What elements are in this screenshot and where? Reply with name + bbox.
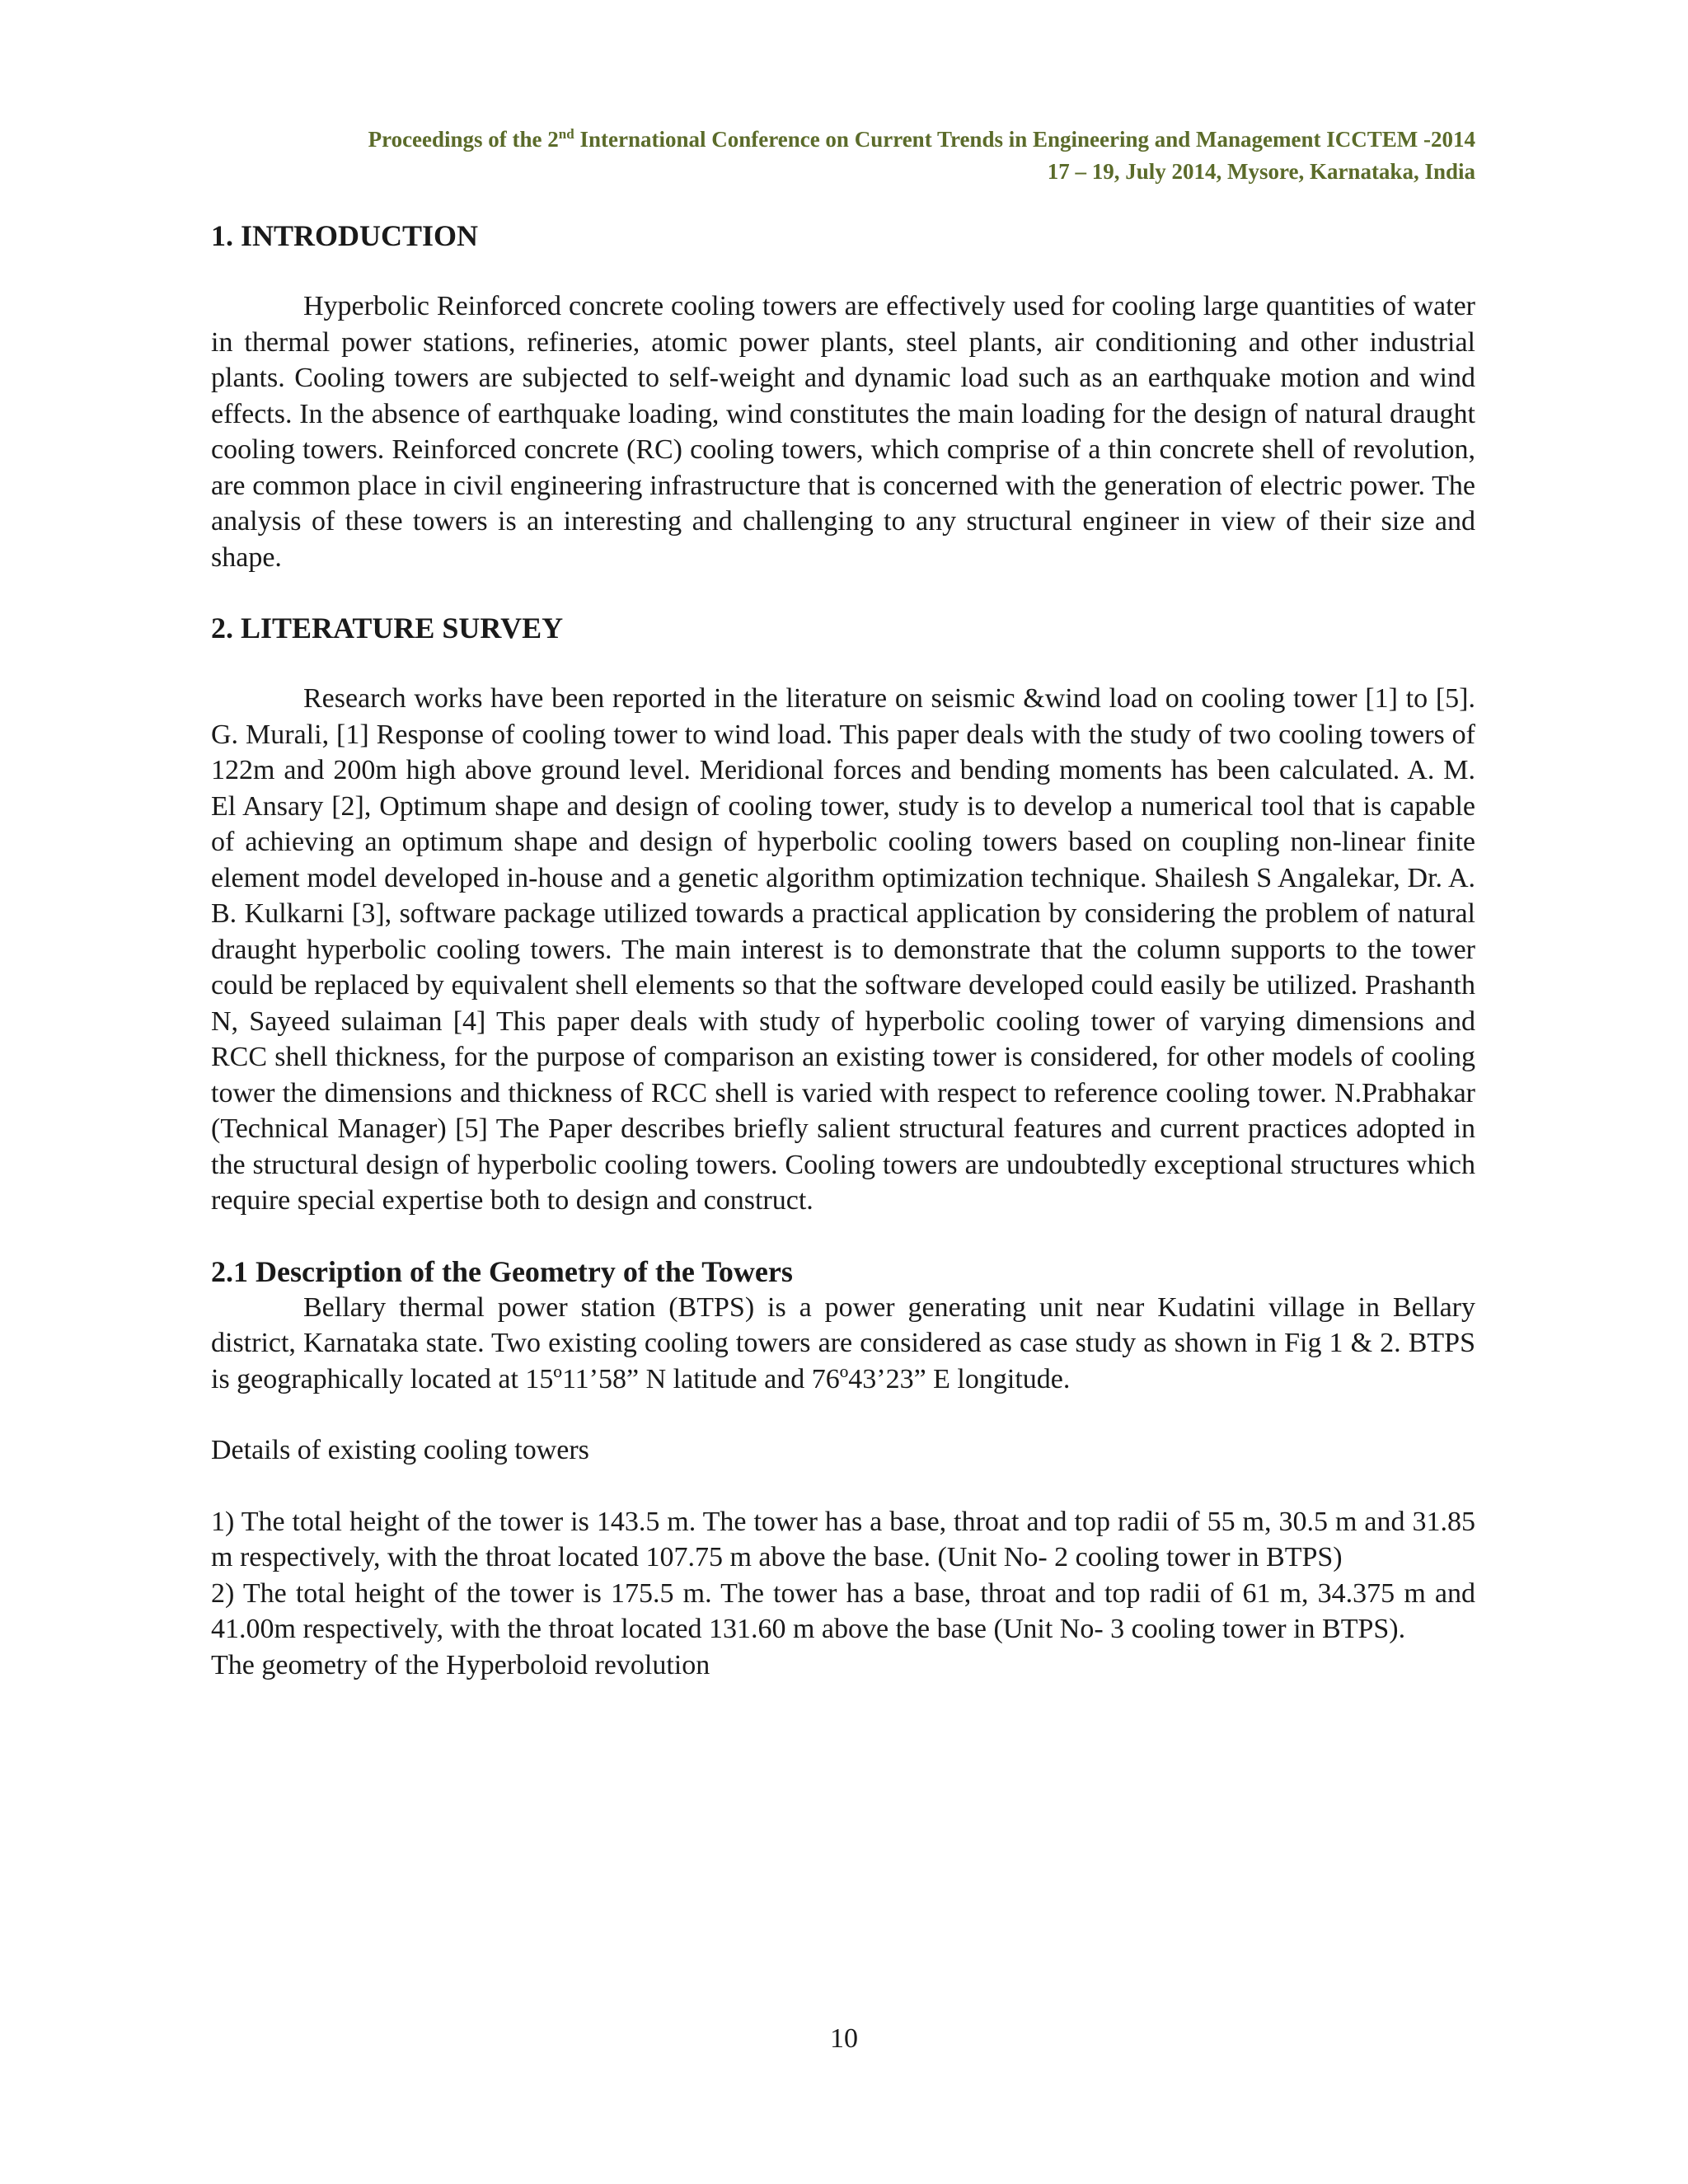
header-line-2: 17 – 19, July 2014, Mysore, Karnataka, India	[1047, 159, 1475, 184]
tower-detail-item-1: 1) The total height of the tower is 143.5 m. The tower has a base, throat and top radii of 55 m, 30.5 m and 31.85 m respectively, with the throat located 107.75 m above the base. (Unit No- 2 cooling tower in BTPS)	[211, 1506, 1475, 1572]
tower-detail-item-2: 2) The total height of the tower is 175.5 m. The tower has a base, throat and top radii of 61 m, 34.375 m and 41.00m respectively, with the throat located 131.60 m above the base (Unit No- 3 cooling tower in BTPS).	[211, 1577, 1475, 1644]
subsection-heading-geometry: 2.1 Description of the Geometry of the Towers	[211, 1254, 793, 1288]
section-heading-literature-survey: 2. LITERATURE SURVEY	[211, 612, 564, 644]
hyperboloid-geometry-line: The geometry of the Hyperboloid revolution	[211, 1649, 710, 1680]
running-header	[211, 124, 1475, 188]
introduction-paragraph: Hyperbolic Reinforced concrete cooling towers are effectively used for cooling large quantities of water in thermal power stations, refineries, atomic power plants, steel plants, air conditioning and other industrial plants. Cooling towers are subjected to self-weight and dynamic load such as an earthquake motion and wind effects. In the absence of earthquake loading, wind constitutes the main loading for the design of natural draught cooling towers. Reinforced concrete (RC) cooling towers, which comprise of a thin concrete shell of revolution, are common place in civil engineering infrastructure that is concerned with the generation of electric power. The analysis of these towers is an interesting and challenging to any structural engineer in view of their size and shape.	[211, 291, 1475, 573]
details-label: Details of existing cooling towers	[211, 1435, 589, 1465]
paper-page	[211, 124, 1475, 1683]
header-line-1-suffix: International Conference on Current Trends in Engineering and Management ICCTEM -2014	[574, 127, 1475, 152]
page-number: 10	[830, 2023, 858, 2054]
literature-survey-paragraph: Research works have been reported in the literature on seismic &wind load on cooling tower [1] to [5]. G. Murali, [1] Response of cooling tower to wind load. This paper deals with the study of two cooling towers of 122m and 200m high above ground level. Meridional forces and bending moments has been calculated. A. M. El Ansary [2], Optimum shape and design of cooling tower, study is to develop a numerical tool that is capable of achieving an optimum shape and design of hyperbolic cooling towers based on coupling non-linear finite element model developed in-house and a genetic algorithm optimization technique. Shailesh S Angalekar, Dr. A. B. Kulkarni [3], software package utilized towards a practical application by considering the problem of natural draught hyperbolic cooling towers. The main interest is to demonstrate that the column supports to the tower could be replaced by equivalent shell elements so that the software developed could easily be utilized. Prashanth N, Sayeed sulaiman [4] This paper deals with study of hyperbolic cooling tower of varying dimensions and RCC shell thickness, for the purpose of comparison an existing tower is considered, for other models of cooling tower the dimensions and thickness of RCC shell is varied with respect to reference cooling tower. N.Prabhakar (Technical Manager) [5] The Paper describes briefly salient structural features and current practices adopted in the structural design of hyperbolic cooling towers. Cooling towers are undoubtedly exceptional structures which require special expertise both to design and construct.	[211, 683, 1475, 1216]
section-heading-introduction: 1. INTRODUCTION	[211, 219, 479, 252]
header-line-1	[211, 124, 1475, 156]
header-line-1-prefix: Proceedings of the 2	[368, 127, 559, 152]
ordinal-superscript: nd	[558, 126, 574, 142]
geometry-paragraph: Bellary thermal power station (BTPS) is a power generating unit near Kudatini village in Bellary district, Karnataka state. Two existing cooling towers are considered as case study as shown in Fig 1 & 2. BTPS is geographically located at 15º11’58” N latitude and 76º43’23” E longitude.	[211, 1291, 1475, 1394]
